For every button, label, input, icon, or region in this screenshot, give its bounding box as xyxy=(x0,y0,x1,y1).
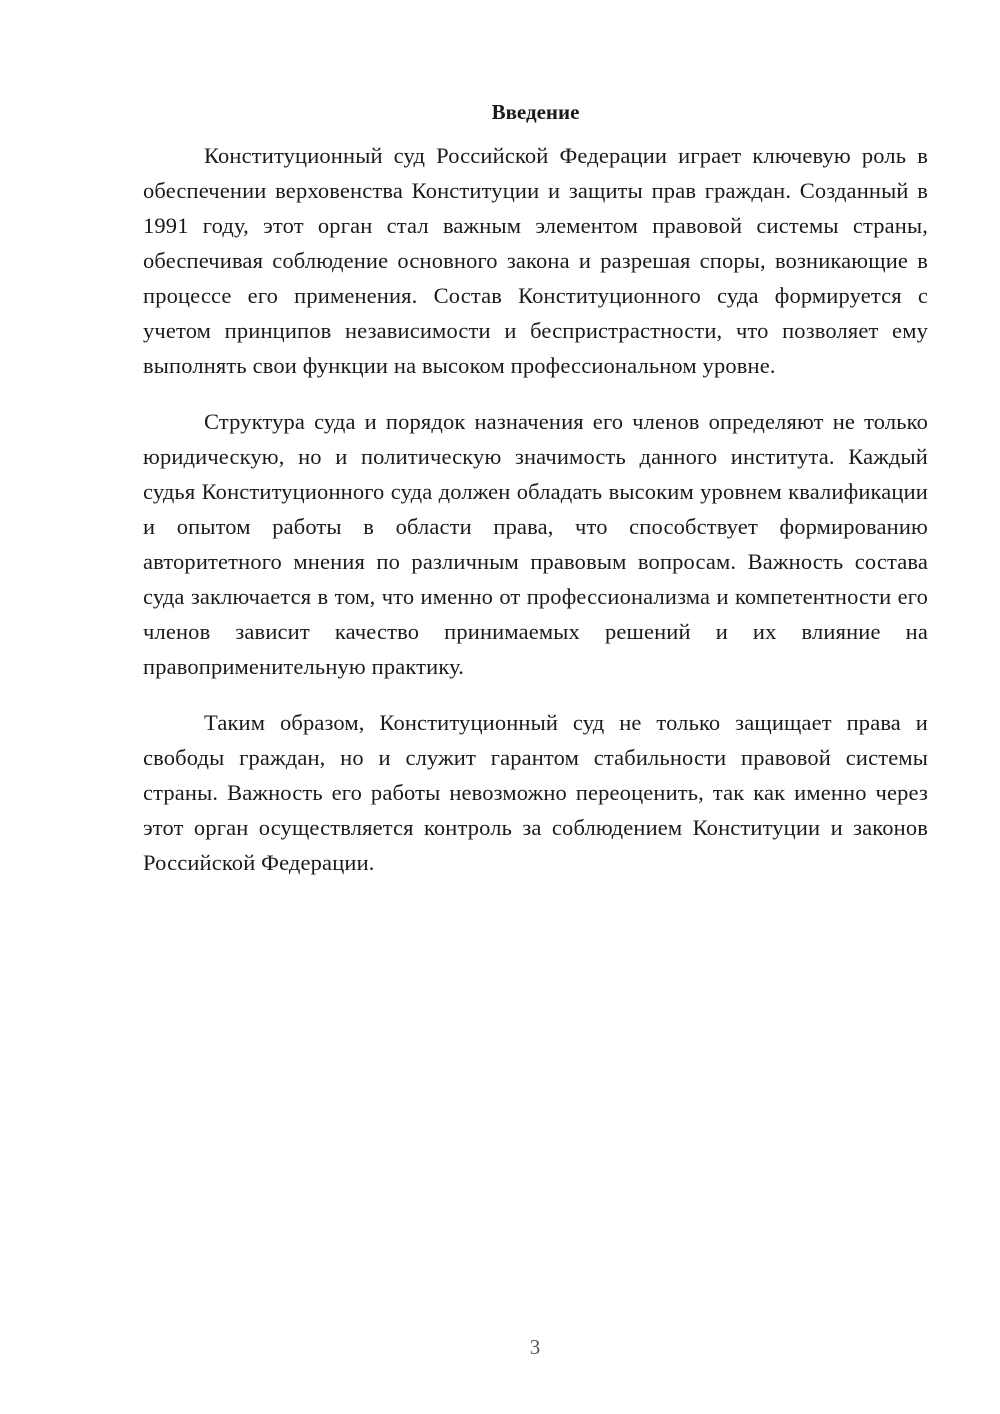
page-number: 3 xyxy=(529,1335,541,1359)
paragraph-3: Таким образом, Конституционный суд не только защищает права и свободы граждан, но и служит гарантом стабильности правовой системы страны. Важность его работы невозможно переоценить, так как именно через этот орган осуществляется контроль за соблюдением Конституции и законов Российской Федерации. xyxy=(143,710,928,875)
section-heading: Введение xyxy=(491,100,580,124)
paragraph-2: Структура суда и порядок назначения его членов определяют не только юридическую, но и политическую значимость данного института. Каждый судья Конституционного суда должен обладать высоким уровнем квалификации и опытом работы в области права, что способствует формированию авторитетного мнения по различным правовым вопросам. Важность состава суда заключается в том, что именно от профессионализма и компетентности его членов зависит качество принимаемых решений и их влияние на правоприменительную практику. xyxy=(143,409,928,679)
page-content xyxy=(143,98,928,901)
paragraph-1: Конституционный суд Российской Федерации играет ключевую роль в обеспечении верховенства Конституции и защиты прав граждан. Созданный в 1991 году, этот орган стал важным элементом правовой системы страны, обеспечивая соблюдение основного закона и разрешая споры, возникающие в процессе его применения. Состав Конституционного суда формируется с учетом принципов независимости и беспристрастности, что позволяет ему выполнять свои функции на высоком профессиональном уровне. xyxy=(143,143,928,378)
